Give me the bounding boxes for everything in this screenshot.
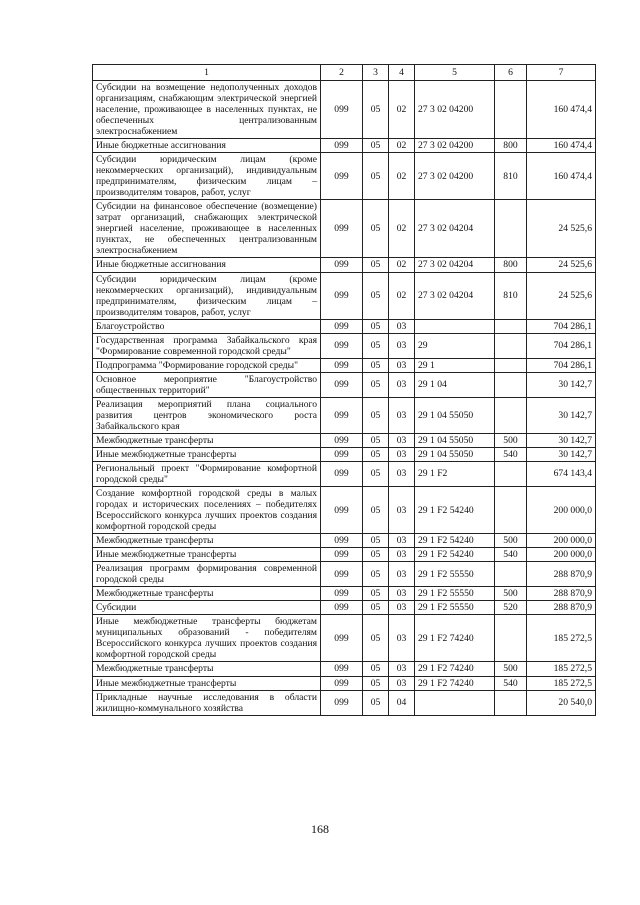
ministry-code-cell: 099 — [321, 333, 363, 358]
section-code-cell: 05 — [363, 601, 389, 615]
item-name-cell: Межбюджетные трансферты — [93, 662, 321, 676]
target-article-cell: 29 1 F2 74240 — [415, 615, 495, 662]
target-article-cell: 29 — [415, 333, 495, 358]
table-row — [93, 81, 596, 139]
item-name-cell: Субсидии на финансовое обеспечение (возмещение) затрат организаций, снабжающих электрической энергией население, проживающее в населенных пунктах, не обеспеченных централизованным электроснабжением — [93, 200, 321, 258]
target-article-cell: 29 1 04 55050 — [415, 397, 495, 433]
amount-cell: 160 474,4 — [527, 81, 596, 139]
column-number: 7 — [527, 65, 596, 81]
expense-type-cell — [495, 615, 527, 662]
item-name-cell: Прикладные научные исследования в области жилищно-коммунального хозяйства — [93, 690, 321, 715]
item-name-cell: Иные бюджетные ассигнования — [93, 139, 321, 153]
table-row — [93, 333, 596, 358]
ministry-code-cell: 099 — [321, 461, 363, 486]
item-name-cell: Межбюджетные трансферты — [93, 587, 321, 601]
target-article-cell: 27 3 02 04200 — [415, 81, 495, 139]
subsection-code-cell: 03 — [389, 676, 415, 690]
table-row — [93, 433, 596, 447]
target-article-cell: 29 1 — [415, 358, 495, 372]
target-article-cell: 29 1 04 — [415, 372, 495, 397]
target-article-cell: 27 3 02 04200 — [415, 139, 495, 153]
column-number: 1 — [93, 65, 321, 81]
section-code-cell: 05 — [363, 153, 389, 200]
amount-cell: 160 474,4 — [527, 153, 596, 200]
subsection-code-cell: 03 — [389, 615, 415, 662]
table-row — [93, 153, 596, 200]
table-row — [93, 601, 596, 615]
item-name-cell: Региональный проект "Формирование комфортной городской среды" — [93, 461, 321, 486]
subsection-code-cell: 03 — [389, 534, 415, 548]
item-name-cell: Иные межбюджетные трансферты бюджетам муниципальных образований - победителям Всероссийского конкурса лучших проектов создания комфортной городской среды — [93, 615, 321, 662]
target-article-cell: 29 1 F2 54240 — [415, 487, 495, 534]
target-article-cell: 29 1 F2 55550 — [415, 562, 495, 587]
expense-type-cell: 540 — [495, 676, 527, 690]
subsection-code-cell: 03 — [389, 397, 415, 433]
ministry-code-cell: 099 — [321, 548, 363, 562]
subsection-code-cell: 03 — [389, 562, 415, 587]
ministry-code-cell: 099 — [321, 200, 363, 258]
section-code-cell: 05 — [363, 397, 389, 433]
amount-cell: 200 000,0 — [527, 487, 596, 534]
ministry-code-cell: 099 — [321, 662, 363, 676]
ministry-code-cell: 099 — [321, 690, 363, 715]
subsection-code-cell: 03 — [389, 447, 415, 461]
section-code-cell: 05 — [363, 690, 389, 715]
expense-type-cell — [495, 81, 527, 139]
subsection-code-cell: 02 — [389, 272, 415, 319]
table-row — [93, 397, 596, 433]
table-row — [93, 372, 596, 397]
section-code-cell: 05 — [363, 319, 389, 333]
subsection-code-cell: 02 — [389, 200, 415, 258]
amount-cell: 288 870,9 — [527, 562, 596, 587]
column-number: 4 — [389, 65, 415, 81]
item-name-cell: Государственная программа Забайкальского края "Формирование современной городской среды" — [93, 333, 321, 358]
item-name-cell: Реализация программ формирования современной городской среды — [93, 562, 321, 587]
expense-type-cell — [495, 562, 527, 587]
subsection-code-cell: 03 — [389, 333, 415, 358]
ministry-code-cell: 099 — [321, 258, 363, 272]
section-code-cell: 05 — [363, 433, 389, 447]
target-article-cell: 27 3 02 04204 — [415, 200, 495, 258]
amount-cell: 30 142,7 — [527, 433, 596, 447]
amount-cell: 30 142,7 — [527, 372, 596, 397]
expense-type-cell: 800 — [495, 258, 527, 272]
ministry-code-cell: 099 — [321, 447, 363, 461]
target-article-cell: 27 3 02 04204 — [415, 272, 495, 319]
section-code-cell: 05 — [363, 676, 389, 690]
expense-type-cell — [495, 333, 527, 358]
column-number: 6 — [495, 65, 527, 81]
table-row — [93, 200, 596, 258]
section-code-cell: 05 — [363, 258, 389, 272]
item-name-cell: Субсидии юридическим лицам (кроме некоммерческих организаций), индивидуальным предпринимателям, физическим лицам – производителям товаров, работ, услуг — [93, 153, 321, 200]
section-code-cell: 05 — [363, 662, 389, 676]
section-code-cell: 05 — [363, 272, 389, 319]
subsection-code-cell: 02 — [389, 139, 415, 153]
amount-cell: 160 474,4 — [527, 139, 596, 153]
item-name-cell: Субсидии — [93, 601, 321, 615]
amount-cell: 288 870,9 — [527, 601, 596, 615]
expense-type-cell: 810 — [495, 153, 527, 200]
amount-cell: 674 143,4 — [527, 461, 596, 486]
target-article-cell: 29 1 F2 54240 — [415, 534, 495, 548]
column-number: 5 — [415, 65, 495, 81]
expense-type-cell: 500 — [495, 534, 527, 548]
column-number: 2 — [321, 65, 363, 81]
item-name-cell: Иные межбюджетные трансферты — [93, 676, 321, 690]
target-article-cell: 29 1 F2 — [415, 461, 495, 486]
expense-type-cell — [495, 461, 527, 486]
section-code-cell: 05 — [363, 200, 389, 258]
expense-type-cell: 540 — [495, 447, 527, 461]
expense-type-cell: 500 — [495, 587, 527, 601]
ministry-code-cell: 099 — [321, 319, 363, 333]
subsection-code-cell: 03 — [389, 461, 415, 486]
amount-cell: 30 142,7 — [527, 397, 596, 433]
expense-type-cell: 500 — [495, 662, 527, 676]
target-article-cell: 27 3 02 04200 — [415, 153, 495, 200]
ministry-code-cell: 099 — [321, 601, 363, 615]
ministry-code-cell: 099 — [321, 487, 363, 534]
table-row — [93, 487, 596, 534]
amount-cell: 200 000,0 — [527, 534, 596, 548]
target-article-cell: 29 1 F2 55550 — [415, 601, 495, 615]
expense-type-cell — [495, 397, 527, 433]
expense-type-cell: 520 — [495, 601, 527, 615]
expense-type-cell: 500 — [495, 433, 527, 447]
subsection-code-cell: 03 — [389, 662, 415, 676]
ministry-code-cell: 099 — [321, 272, 363, 319]
expense-type-cell — [495, 372, 527, 397]
expense-type-cell: 810 — [495, 272, 527, 319]
section-code-cell: 05 — [363, 372, 389, 397]
target-article-cell: 29 1 F2 55550 — [415, 587, 495, 601]
subsection-code-cell: 04 — [389, 690, 415, 715]
table-row — [93, 534, 596, 548]
subsection-code-cell: 03 — [389, 319, 415, 333]
table-row — [93, 272, 596, 319]
section-code-cell: 05 — [363, 562, 389, 587]
section-code-cell: 05 — [363, 587, 389, 601]
ministry-code-cell: 099 — [321, 358, 363, 372]
section-code-cell: 05 — [363, 615, 389, 662]
section-code-cell: 05 — [363, 358, 389, 372]
amount-cell: 185 272,5 — [527, 662, 596, 676]
table-row — [93, 562, 596, 587]
page-number: 168 — [311, 822, 329, 836]
table-row — [93, 447, 596, 461]
table-row — [93, 548, 596, 562]
subsection-code-cell: 02 — [389, 153, 415, 200]
amount-cell: 288 870,9 — [527, 587, 596, 601]
table-row — [93, 319, 596, 333]
item-name-cell: Благоустройство — [93, 319, 321, 333]
amount-cell: 24 525,6 — [527, 272, 596, 319]
target-article-cell: 29 1 04 55050 — [415, 433, 495, 447]
section-code-cell: 05 — [363, 534, 389, 548]
ministry-code-cell: 099 — [321, 433, 363, 447]
table-row — [93, 139, 596, 153]
target-article-cell: 29 1 F2 54240 — [415, 548, 495, 562]
item-name-cell: Субсидии юридическим лицам (кроме некоммерческих организаций), индивидуальным предпринимателям, физическим лицам – производителям товаров, работ, услуг — [93, 272, 321, 319]
column-number: 3 — [363, 65, 389, 81]
section-code-cell: 05 — [363, 81, 389, 139]
table-row — [93, 461, 596, 486]
ministry-code-cell: 099 — [321, 587, 363, 601]
amount-cell: 24 525,6 — [527, 200, 596, 258]
subsection-code-cell: 03 — [389, 548, 415, 562]
table-body — [93, 81, 596, 716]
subsection-code-cell: 03 — [389, 358, 415, 372]
item-name-cell: Основное мероприятие "Благоустройство общественных территорий" — [93, 372, 321, 397]
item-name-cell: Межбюджетные трансферты — [93, 534, 321, 548]
section-code-cell: 05 — [363, 139, 389, 153]
table-row — [93, 676, 596, 690]
target-article-cell — [415, 319, 495, 333]
target-article-cell: 29 1 04 55050 — [415, 447, 495, 461]
table-row — [93, 662, 596, 676]
target-article-cell — [415, 690, 495, 715]
ministry-code-cell: 099 — [321, 534, 363, 548]
amount-cell: 704 286,1 — [527, 358, 596, 372]
ministry-code-cell: 099 — [321, 139, 363, 153]
ministry-code-cell: 099 — [321, 676, 363, 690]
amount-cell: 185 272,5 — [527, 615, 596, 662]
ministry-code-cell: 099 — [321, 81, 363, 139]
budget-table — [92, 64, 596, 716]
expense-type-cell — [495, 200, 527, 258]
section-code-cell: 05 — [363, 333, 389, 358]
amount-cell: 200 000,0 — [527, 548, 596, 562]
section-code-cell: 05 — [363, 447, 389, 461]
subsection-code-cell: 03 — [389, 601, 415, 615]
item-name-cell: Межбюджетные трансферты — [93, 433, 321, 447]
target-article-cell: 29 1 F2 74240 — [415, 662, 495, 676]
target-article-cell: 29 1 F2 74240 — [415, 676, 495, 690]
target-article-cell: 27 3 02 04204 — [415, 258, 495, 272]
ministry-code-cell: 099 — [321, 562, 363, 587]
item-name-cell: Реализация мероприятий плана социального развития центров экономического роста Забайкальского края — [93, 397, 321, 433]
table-row — [93, 615, 596, 662]
ministry-code-cell: 099 — [321, 153, 363, 200]
expense-type-cell: 540 — [495, 548, 527, 562]
subsection-code-cell: 03 — [389, 372, 415, 397]
expense-type-cell: 800 — [495, 139, 527, 153]
section-code-cell: 05 — [363, 487, 389, 534]
subsection-code-cell: 03 — [389, 587, 415, 601]
expense-type-cell — [495, 358, 527, 372]
amount-cell: 185 272,5 — [527, 676, 596, 690]
table-row — [93, 587, 596, 601]
ministry-code-cell: 099 — [321, 372, 363, 397]
item-name-cell: Создание комфортной городской среды в малых городах и исторических поселениях – победителях Всероссийского конкурса лучших проектов создания комфортной городской среды — [93, 487, 321, 534]
amount-cell: 24 525,6 — [527, 258, 596, 272]
item-name-cell: Подпрограмма "Формирование городской среды" — [93, 358, 321, 372]
column-numbers-row — [93, 65, 596, 81]
subsection-code-cell: 02 — [389, 258, 415, 272]
expense-type-cell — [495, 487, 527, 534]
amount-cell: 30 142,7 — [527, 447, 596, 461]
item-name-cell: Субсидии на возмещение недополученных доходов организациям, снабжающим электрической энергией население, проживающее в населенных пунктах, не обеспеченных централизованным электроснабжением — [93, 81, 321, 139]
expense-type-cell — [495, 690, 527, 715]
item-name-cell: Иные межбюджетные трансферты — [93, 447, 321, 461]
subsection-code-cell: 03 — [389, 487, 415, 534]
ministry-code-cell: 099 — [321, 615, 363, 662]
ministry-code-cell: 099 — [321, 397, 363, 433]
amount-cell: 20 540,0 — [527, 690, 596, 715]
item-name-cell: Иные бюджетные ассигнования — [93, 258, 321, 272]
table-row — [93, 358, 596, 372]
amount-cell: 704 286,1 — [527, 319, 596, 333]
table-row — [93, 258, 596, 272]
subsection-code-cell: 02 — [389, 81, 415, 139]
table-row — [93, 690, 596, 715]
section-code-cell: 05 — [363, 461, 389, 486]
amount-cell: 704 286,1 — [527, 333, 596, 358]
item-name-cell: Иные межбюджетные трансферты — [93, 548, 321, 562]
section-code-cell: 05 — [363, 548, 389, 562]
expense-type-cell — [495, 319, 527, 333]
subsection-code-cell: 03 — [389, 433, 415, 447]
